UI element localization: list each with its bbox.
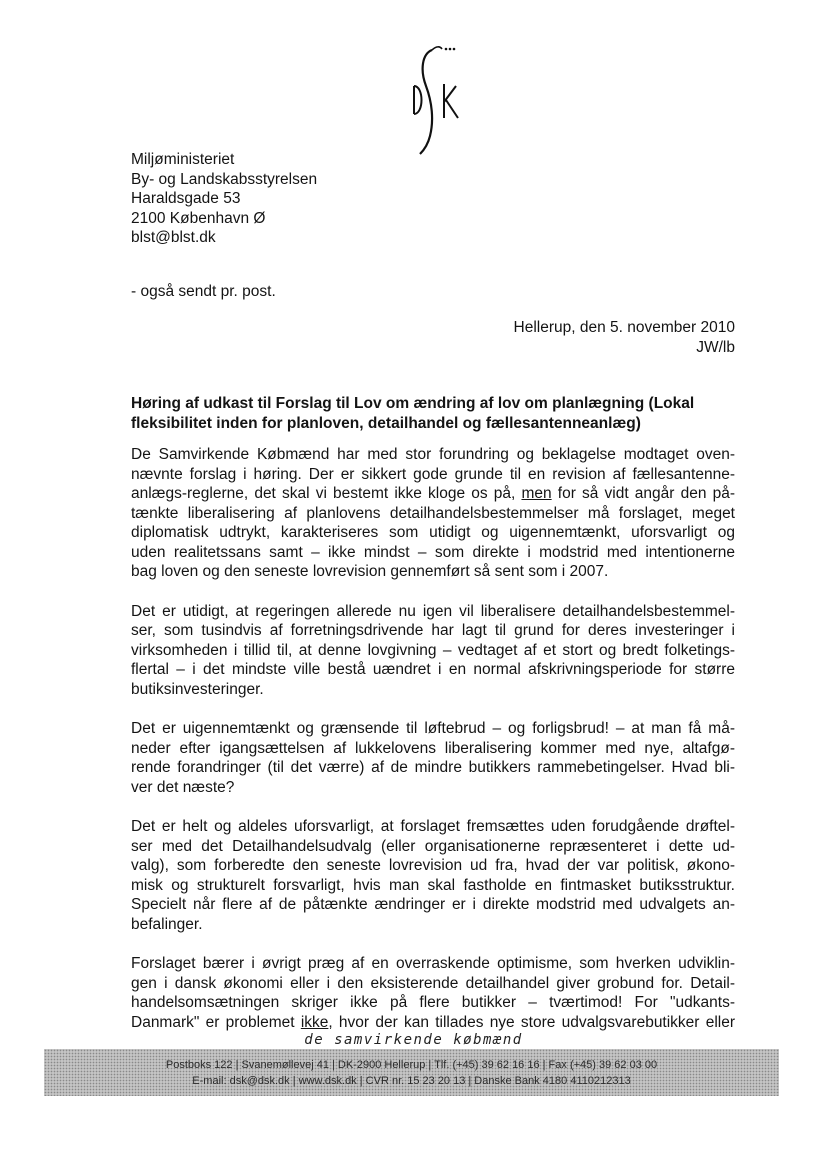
body-line: befalinger.: [131, 915, 203, 933]
body-paragraph: [131, 445, 735, 582]
footer-organization-name: de samvirkende købmænd: [304, 1032, 523, 1048]
body-line: misk og strukturelt forsvarligt, hvis man skal fastholde en fintmasket butiksstruktur.: [131, 876, 735, 894]
initials: JW/lb: [696, 338, 735, 356]
recipient-agency: By- og Landskabsstyrelsen: [131, 170, 318, 188]
body-line: valg), som forberedte den seneste lovrevision ud fra, hvad der var politisk, økono-: [131, 857, 735, 874]
body-paragraph: [131, 719, 735, 797]
body-paragraph: [131, 954, 735, 1032]
footer-address-line: Postboks 122 | Svanemøllevej 41 | DK-2900 Hellerup | Tlf. (+45) 39 62 16 16 | Fax (+45) 39 62 03 00: [165, 1059, 658, 1071]
place-date: Hellerup, den 5. november 2010: [513, 319, 735, 336]
recipient-city: 2100 København Ø: [131, 209, 266, 227]
body-line: flertal – i det mindste ville bestå uændret i en normal afskrivningsperiode for større: [131, 661, 735, 678]
body-line: anlægs-reglerne, det skal vi bestemt ikke kloge os på, men for så vidt angår den på-: [131, 485, 735, 502]
body-line: ser med det Detailhandelsudvalg (eller organisationerne repræsenteret i dette ud-: [131, 837, 735, 855]
body-line: nævnte forslag i høring. Der er sikkert gode grunde til en revision af fællesantenne-: [131, 465, 735, 483]
body-line: Danmark" er problemet ikke, hvor der kan tillades nye store udvalgsvarebutikker eller: [131, 1013, 735, 1031]
body-line: uden realitetssans samt – ikke mindst – som direkte i modstrid med intentionerne: [131, 543, 735, 561]
body-line: Det er utidigt, at regeringen allerede nu igen vil liberalisere detailhandelsbestemmel-: [131, 602, 735, 620]
sent-by-post-note: - også sendt pr. post.: [131, 283, 276, 300]
body-paragraph: [131, 817, 735, 934]
recipient-street: Haraldsgade 53: [131, 190, 241, 207]
body-line: tænkte liberalisering af planlovens detailhandelsbestemmelser må forslaget, meget: [131, 504, 735, 522]
recipient-ministry: Miljøministeriet: [131, 151, 235, 168]
body-line: butiksinvesteringer.: [131, 680, 264, 698]
letter-body: [131, 445, 735, 1052]
body-line: De Samvirkende Købmænd har med stor forundring og beklagelse modtaget oven-: [131, 446, 735, 463]
underlined-men: men: [521, 485, 552, 502]
dsk-logo: [402, 40, 462, 158]
body-line: Specielt når flere af de påtænkte ændringer er i direkte modstrid med udvalgets an-: [131, 896, 735, 913]
body-line: ver det næste?: [131, 778, 235, 796]
footer-contact-bar: [44, 1049, 779, 1096]
body-line: bag loven og den seneste lovrevision gennemført så sent som i 2007.: [131, 563, 609, 580]
dsk-logo-icon: [402, 40, 462, 158]
body-paragraph: [131, 602, 735, 700]
body-line: neder efter igangsættelsen af lukkelovens liberalisering kommer med nye, altafgø-: [131, 739, 735, 757]
body-line: virksomheden i tillid til, at denne lovgivning – vedtaget af et stort og bredt folketings-: [131, 641, 735, 659]
underlined-ikke: ikke: [300, 1013, 329, 1031]
body-line: rende forandringer (til det værre) af de mindre butikkers rammebetingelser. Hvad bli-: [131, 759, 735, 776]
recipient-address: [131, 150, 317, 248]
body-line: Det er uigennemtænkt og grænsende til løftebrud – og forligsbrud! – at man få må-: [131, 720, 735, 737]
recipient-email: blst@blst.dk: [131, 229, 216, 246]
footer-contact-line: E-mail: dsk@dsk.dk | www.dsk.dk | CVR nr. 15 23 20 13 | Danske Bank 4180 4110212313: [192, 1075, 631, 1087]
letter-subject: Høring af udkast til Forslag til Lov om ændring af lov om planlægning (Lokal fleksibilitet inden for planloven, detailhandel og fællesantenneanlæg): [131, 395, 695, 432]
body-line: handelsomsætningen skriger ikke på flere butikker – tværtimod! For "udkants-: [131, 994, 735, 1011]
body-line: gen i dansk økonomi eller i den eksisterende detailhandel giver grobund for. Detail-: [131, 974, 735, 992]
body-line: ser, som tusindvis af forretningsdrivende har lagt til grund for deres investeringer i: [131, 622, 735, 639]
dateline: [514, 318, 735, 357]
body-line: Forslaget bærer i øvrigt præg af en overraskende optimisme, som hverken udviklin-: [131, 955, 735, 972]
body-line: diplomatisk udtrykt, karakteriseres som utidigt og uigennemtænkt, uforsvarligt og: [131, 524, 735, 541]
body-line: Det er helt og aldeles uforsvarligt, at forslaget fremsættes uden forudgående drøftel-: [131, 818, 735, 835]
